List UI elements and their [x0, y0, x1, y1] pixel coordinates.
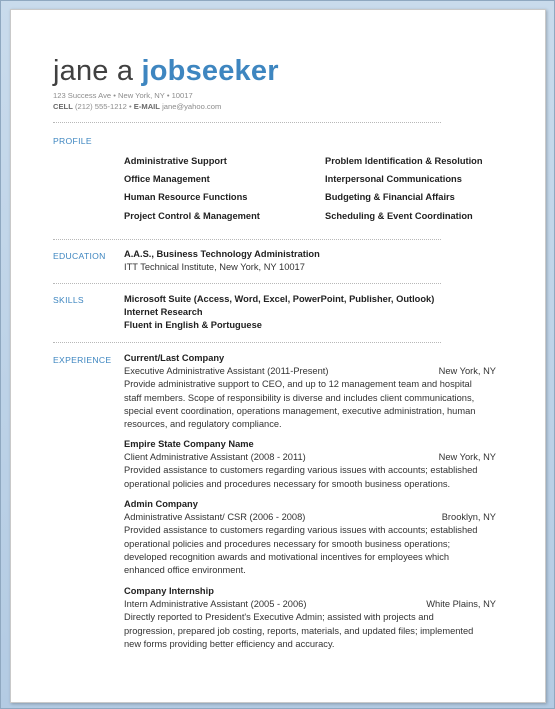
job-location: White Plains, NY [426, 599, 496, 610]
divider [53, 283, 441, 284]
email-label: E-MAIL [133, 102, 160, 111]
profile-skill: Problem Identification & Resolution [325, 156, 483, 166]
profile-skill: Project Control & Management [124, 211, 260, 221]
skill-item: Fluent in English & Portuguese [124, 320, 262, 330]
address-line: 123 Success Ave • New York, NY • 10017 [53, 91, 193, 100]
job-company: Admin Company [124, 499, 198, 509]
job-company: Empire State Company Name [124, 439, 254, 449]
job-location: Brooklyn, NY [441, 512, 496, 523]
cell-label: CELL [53, 102, 73, 111]
job-entry [124, 352, 496, 431]
job-location: New York, NY [438, 366, 496, 377]
profile-heading: PROFILE [53, 136, 92, 146]
job-title: Executive Administrative Assistant (2011-Present) [124, 366, 329, 377]
job-entry [124, 498, 496, 577]
profile-skill: Office Management [124, 174, 210, 184]
resume-page [10, 9, 546, 703]
skill-item: Internet Research [124, 307, 203, 317]
job-description-line: staff members. Scope of responsibility is diverse and includes client communications, [124, 392, 475, 403]
email-value: jane@yahoo.com [162, 102, 222, 111]
skill-item: Microsoft Suite (Access, Word, Excel, PowerPoint, Publisher, Outlook) [124, 294, 435, 304]
profile-skill: Administrative Support [124, 156, 227, 166]
job-description-line: new forms providing better efficiency and accuracy. [124, 638, 335, 649]
job-description-line: Provide administrative support to CEO, and up to 12 management team and hospital [124, 379, 472, 390]
job-title-row [124, 365, 496, 378]
job-description-line: resources, and regulatory compliance. [124, 419, 282, 430]
job-company: Company Internship [124, 586, 214, 596]
job-description-line: progression, prepared job costing, reports, materials, and updated files; implemented [124, 625, 474, 636]
profile-skill: Human Resource Functions [124, 192, 248, 202]
education-heading: EDUCATION [53, 251, 106, 261]
education-school: ITT Technical Institute, New York, NY 10017 [124, 262, 305, 272]
job-entry [124, 438, 496, 491]
first-name: jane a [53, 55, 134, 87]
job-title: Client Administrative Assistant (2008 - 2011) [124, 452, 306, 463]
job-description-line: Directly reported to President's Executive Admin; assisted with projects and [124, 612, 434, 623]
job-description-line: developed recognition awards and motivational incentives for employees which [124, 551, 450, 562]
job-title-row [124, 511, 496, 524]
job-description-line: enhanced office environment. [124, 565, 246, 576]
job-title: Administrative Assistant/ CSR (2006 - 2008) [124, 512, 306, 523]
job-location: New York, NY [438, 452, 496, 463]
job-description-line: Provided assistance to customers regarding various issues with accounts; established [124, 525, 478, 536]
job-description-line: operational policies and procedures necessary for smooth business operations. [124, 478, 451, 489]
divider [53, 239, 441, 240]
job-description-line: operational policies and procedures necessary for smooth business operations; [124, 538, 451, 549]
job-company: Current/Last Company [124, 353, 225, 363]
job-title-row [124, 598, 496, 611]
profile-skill: Interpersonal Communications [325, 174, 462, 184]
divider [53, 122, 441, 123]
last-name: jobseeker [141, 55, 279, 87]
applicant-name [53, 54, 279, 88]
contact-line [53, 102, 221, 111]
cell-value: (212) 555-1212 • [74, 102, 132, 111]
profile-skill: Budgeting & Financial Affairs [325, 192, 455, 202]
job-description-line: Provided assistance to customers regarding various issues with accounts; established [124, 465, 478, 476]
education-degree: A.A.S., Business Technology Administration [124, 249, 320, 259]
experience-heading: EXPERIENCE [53, 355, 112, 365]
profile-skill: Scheduling & Event Coordination [325, 211, 473, 221]
job-description-line: special event coordination, operations management, executive administration, human [124, 405, 476, 416]
divider [53, 342, 441, 343]
job-title: Intern Administrative Assistant (2005 - 2006) [124, 599, 307, 610]
skills-heading: SKILLS [53, 295, 84, 305]
job-title-row [124, 451, 496, 464]
job-entry [124, 585, 496, 651]
